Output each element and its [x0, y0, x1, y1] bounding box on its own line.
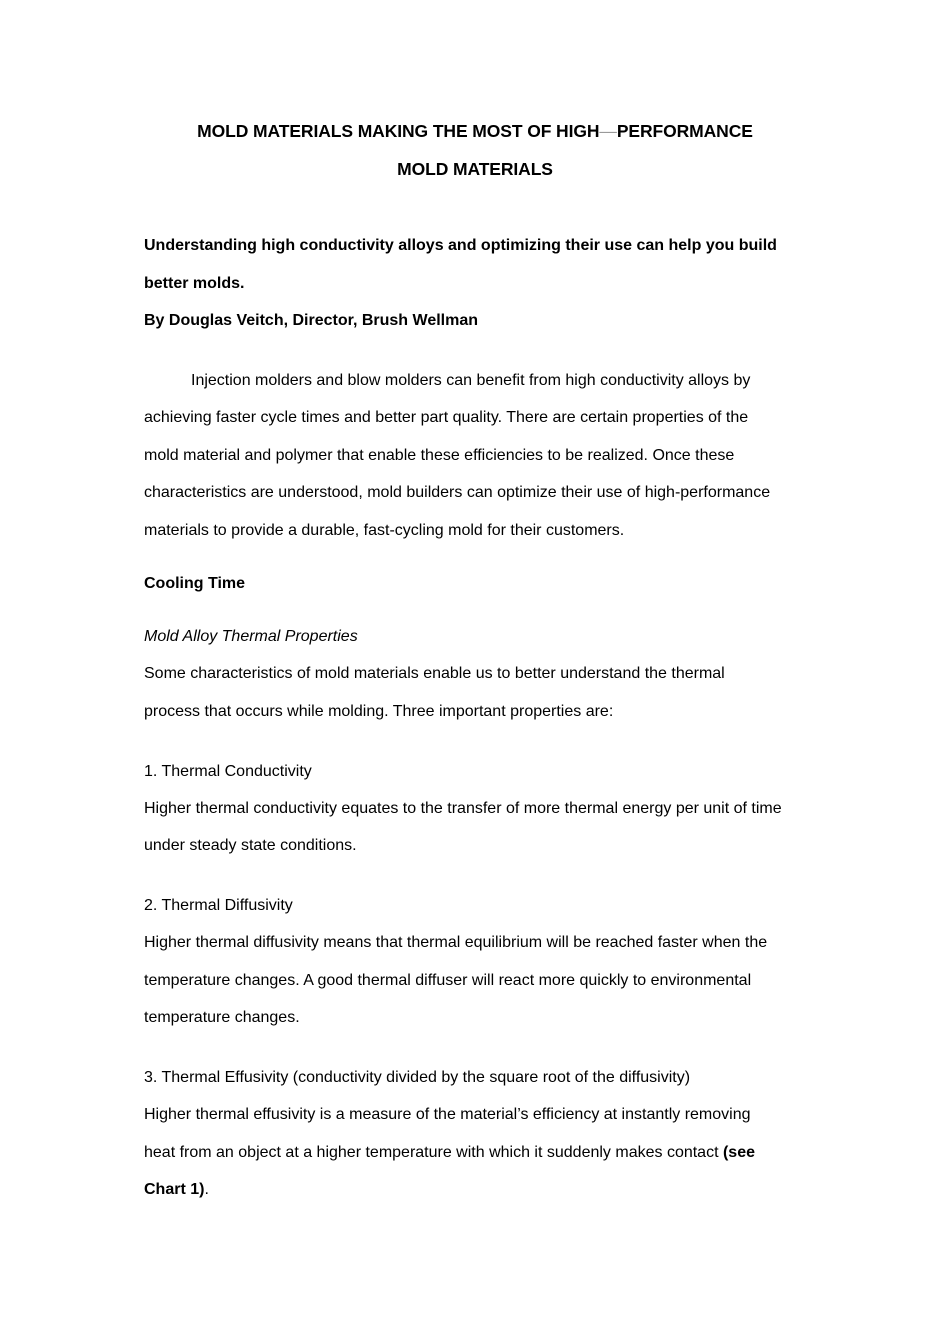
title-text-part-2: PERFORMANCE	[616, 121, 753, 141]
intro-line: materials to provide a durable, fast-cycling mold for their customers.	[144, 522, 625, 539]
property-line: temperature changes.	[144, 1009, 300, 1026]
property-line: Higher thermal diffusivity means that thermal equilibrium will be reached faster when the	[144, 934, 768, 951]
subtitle-line-2: better molds.	[144, 275, 245, 292]
property-line: under steady state conditions.	[144, 837, 357, 854]
section-line: process that occurs while molding. Three important properties are:	[144, 703, 614, 720]
property-line-text: heat from an object at a higher temperature with which it suddenly makes contact	[144, 1144, 723, 1161]
property-title: 1. Thermal Conductivity	[144, 763, 312, 780]
section-line: Some characteristics of mold materials enable us to better understand the thermal	[144, 665, 725, 682]
intro-line: mold material and polymer that enable these efficiencies to be realized. Once these	[144, 447, 735, 464]
page-title-line-2: MOLD MATERIALS	[397, 159, 553, 179]
chart-reference: Chart 1)	[144, 1181, 205, 1198]
property-title: 2. Thermal Diffusivity	[144, 897, 293, 914]
intro-line: characteristics are understood, mold builders can optimize their use of high-performance	[144, 484, 771, 501]
subtitle-line-1: Understanding high conductivity alloys and optimizing their use can help you build	[144, 237, 777, 254]
sentence-end: .	[204, 1181, 209, 1198]
property-line	[144, 1180, 209, 1200]
property-line: temperature changes. A good thermal diffuser will react more quickly to environmental	[144, 972, 752, 989]
property-line	[144, 1143, 755, 1163]
property-line: Higher thermal conductivity equates to the transfer of more thermal energy per unit of time	[144, 800, 782, 817]
title-text-part-1: MOLD MATERIALS MAKING THE MOST OF HIGH	[197, 121, 600, 141]
page-title-line-1	[144, 121, 806, 142]
byline: By Douglas Veitch, Director, Brush Wellman	[144, 312, 479, 329]
intro-line: Injection molders and blow molders can benefit from high conductivity alloys by	[191, 372, 751, 389]
chart-reference: (see	[722, 1144, 755, 1161]
intro-line: achieving faster cycle times and better part quality. There are certain properties of the	[144, 409, 749, 426]
title-dash: —	[599, 121, 617, 141]
property-title: 3. Thermal Effusivity (conductivity divided by the square root of the diffusivity)	[144, 1069, 691, 1086]
section-heading: Cooling Time	[144, 575, 246, 592]
property-line: Higher thermal effusivity is a measure of the material’s efficiency at instantly removing	[144, 1106, 751, 1123]
section-subheading: Mold Alloy Thermal Properties	[144, 628, 358, 645]
